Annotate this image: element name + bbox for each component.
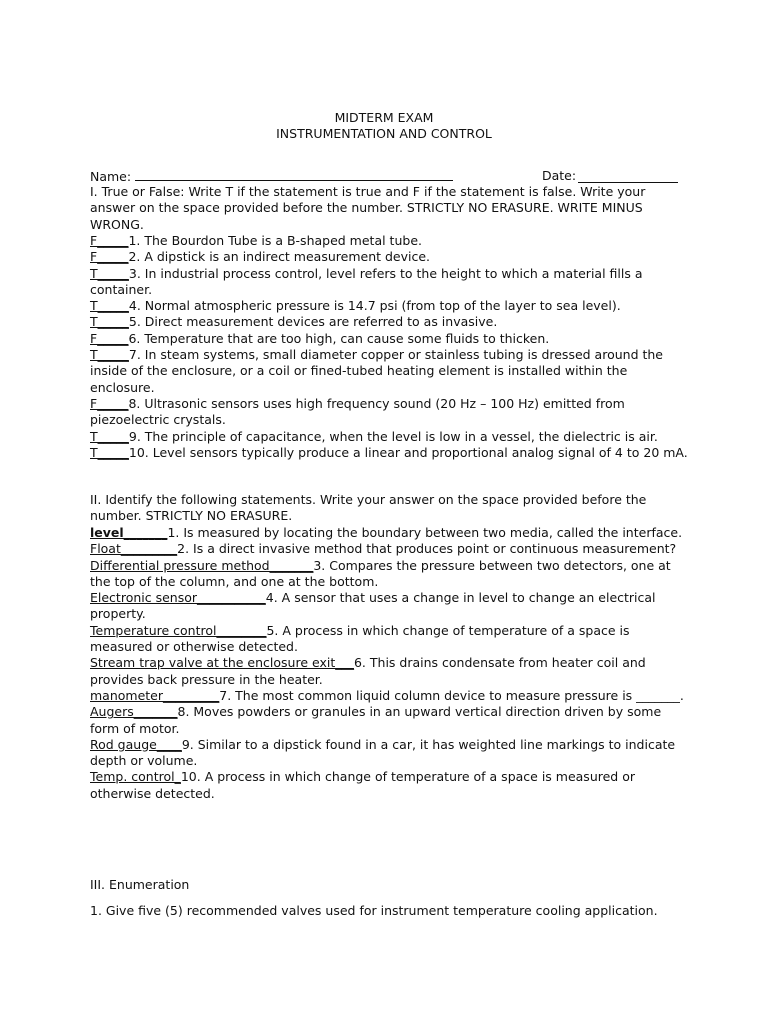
statement-text: 5. A process in which change of temperature of a space is measured or otherwise detected. xyxy=(90,622,630,655)
statement-text: 9. The principle of capacitance, when the level is low in a vessel, the dielectric is air. xyxy=(128,428,658,444)
answer-text: T_____ xyxy=(90,298,129,314)
answer-text: Electronic sensor___________ xyxy=(90,590,266,606)
statement-text: 2. A dipstick is an indirect measurement device. xyxy=(128,249,431,265)
list-item xyxy=(90,525,690,541)
part3-item-1: 1. Give five (5) recommended valves used for instrument temperature cooling application. xyxy=(90,903,658,918)
statement-text: 2. Is a direct invasive method that produces point or continuous measurement? xyxy=(177,541,677,557)
name-date-row xyxy=(90,168,690,184)
statement-text: 6. This drains condensate from heater coil and provides back pressure in the heater. xyxy=(90,655,646,687)
answer-text: F_____ xyxy=(90,330,129,346)
list-item xyxy=(90,541,690,557)
answer-text: F_____ xyxy=(90,249,129,265)
statement-text: 1. The Bourdon Tube is a B-shaped metal tube. xyxy=(128,233,422,248)
list-item xyxy=(90,396,690,429)
statement-text: 4. A sensor that uses a change in level to change an electrical property. xyxy=(90,590,656,622)
answer-text: T_____ xyxy=(90,444,129,460)
answer-text: Temp. control_ xyxy=(90,769,181,785)
statement-text: 8. Moves powders or granules in an upward vertical direction driven by some form of motor. xyxy=(90,704,662,736)
answer-text: Stream trap valve at the enclosure exit___ xyxy=(90,655,354,671)
statement-text: 8. Ultrasonic sensors uses high frequency sound (20 Hz – 100 Hz) emitted from piezoelectric crystals. xyxy=(90,395,625,428)
list-item xyxy=(90,249,690,265)
answer-text: F_____ xyxy=(90,395,129,411)
statement-text: 6. Temperature that are too high, can cause some fluids to thicken. xyxy=(128,330,550,346)
answer-text: T_____ xyxy=(90,265,129,281)
date-label: Date: xyxy=(542,168,577,183)
part3-heading: III. Enumeration xyxy=(90,877,190,892)
statement-text: 4. Normal atmospheric pressure is 14.7 psi (from top of the layer to sea level). xyxy=(128,298,621,314)
answer-text: manometer_________ xyxy=(90,687,220,703)
list-item xyxy=(90,314,690,330)
statement-text: 10. Level sensors typically produce a linear and proportional analog signal of 4 to 20 mA. xyxy=(128,444,688,460)
statement-text: 3. In industrial process control, level refers to the height to which a material fills a container. xyxy=(90,265,643,297)
answer-text: Rod gauge____ xyxy=(90,736,182,752)
list-item xyxy=(90,347,690,396)
answer-text: T_____ xyxy=(90,314,129,330)
list-item xyxy=(90,623,690,656)
answer-text: F_____ xyxy=(90,233,129,248)
exam-title: MIDTERM EXAM xyxy=(334,110,434,125)
statement-text: 5. Direct measurement devices are referred to as invasive. xyxy=(128,314,498,330)
statement-text: 1. Is measured by locating the boundary between two media, called the interface. xyxy=(167,525,683,540)
exam-subtitle: INSTRUMENTATION AND CONTROL xyxy=(276,126,492,141)
list-item xyxy=(90,769,690,802)
list-item xyxy=(90,688,690,704)
answer-text: Temperature control________ xyxy=(90,622,267,638)
answer-text: level_______ xyxy=(90,525,168,540)
answer-text: T_____ xyxy=(90,428,129,444)
statement-text: 3. Compares the pressure between two detectors, one at the top of the column, and one at the bottom. xyxy=(90,557,671,589)
list-item xyxy=(90,445,690,461)
list-item xyxy=(90,655,690,688)
statement-text: 9. Similar to a dipstick found in a car, it has weighted line markings to indicate depth or volume. xyxy=(90,736,676,769)
part2-instructions: II. Identify the following statements. Write your answer on the space provided before the number. STRICTLY NO ERASURE. xyxy=(90,492,647,524)
part2-list xyxy=(90,525,690,802)
list-item xyxy=(90,558,690,591)
list-item xyxy=(90,590,690,623)
name-label: Name: xyxy=(90,169,132,184)
statement-text: 7. In steam systems, small diameter copper or stainless tubing is dressed around the inside of the enclosure, or a coil or fined-tubed heating element is installed within the enclosure. xyxy=(90,347,663,395)
list-item xyxy=(90,298,690,314)
list-item xyxy=(90,233,690,249)
list-item xyxy=(90,737,690,770)
list-item xyxy=(90,331,690,347)
answer-text: T_____ xyxy=(90,347,129,363)
list-item xyxy=(90,266,690,299)
part1-list xyxy=(90,233,690,461)
statement-text: 10. A process in which change of temperature of a space is measured or otherwise detected. xyxy=(90,769,635,801)
name-field[interactable] xyxy=(135,168,453,181)
part1-instructions: I. True or False: Write T if the statement is true and F if the statement is false. Write your answer on the space provided before the number. STRICTLY NO ERASURE. WRITE MINUS WRONG. xyxy=(90,184,646,232)
date-field[interactable] xyxy=(578,170,678,183)
answer-text: Float_________ xyxy=(90,541,178,557)
answer-text: Differential pressure method_______ xyxy=(90,557,314,573)
statement-text: 7. The most common liquid column device to measure pressure is _______. xyxy=(219,687,684,703)
list-item xyxy=(90,429,690,445)
answer-text: Augers_______ xyxy=(90,704,178,720)
list-item xyxy=(90,704,690,737)
